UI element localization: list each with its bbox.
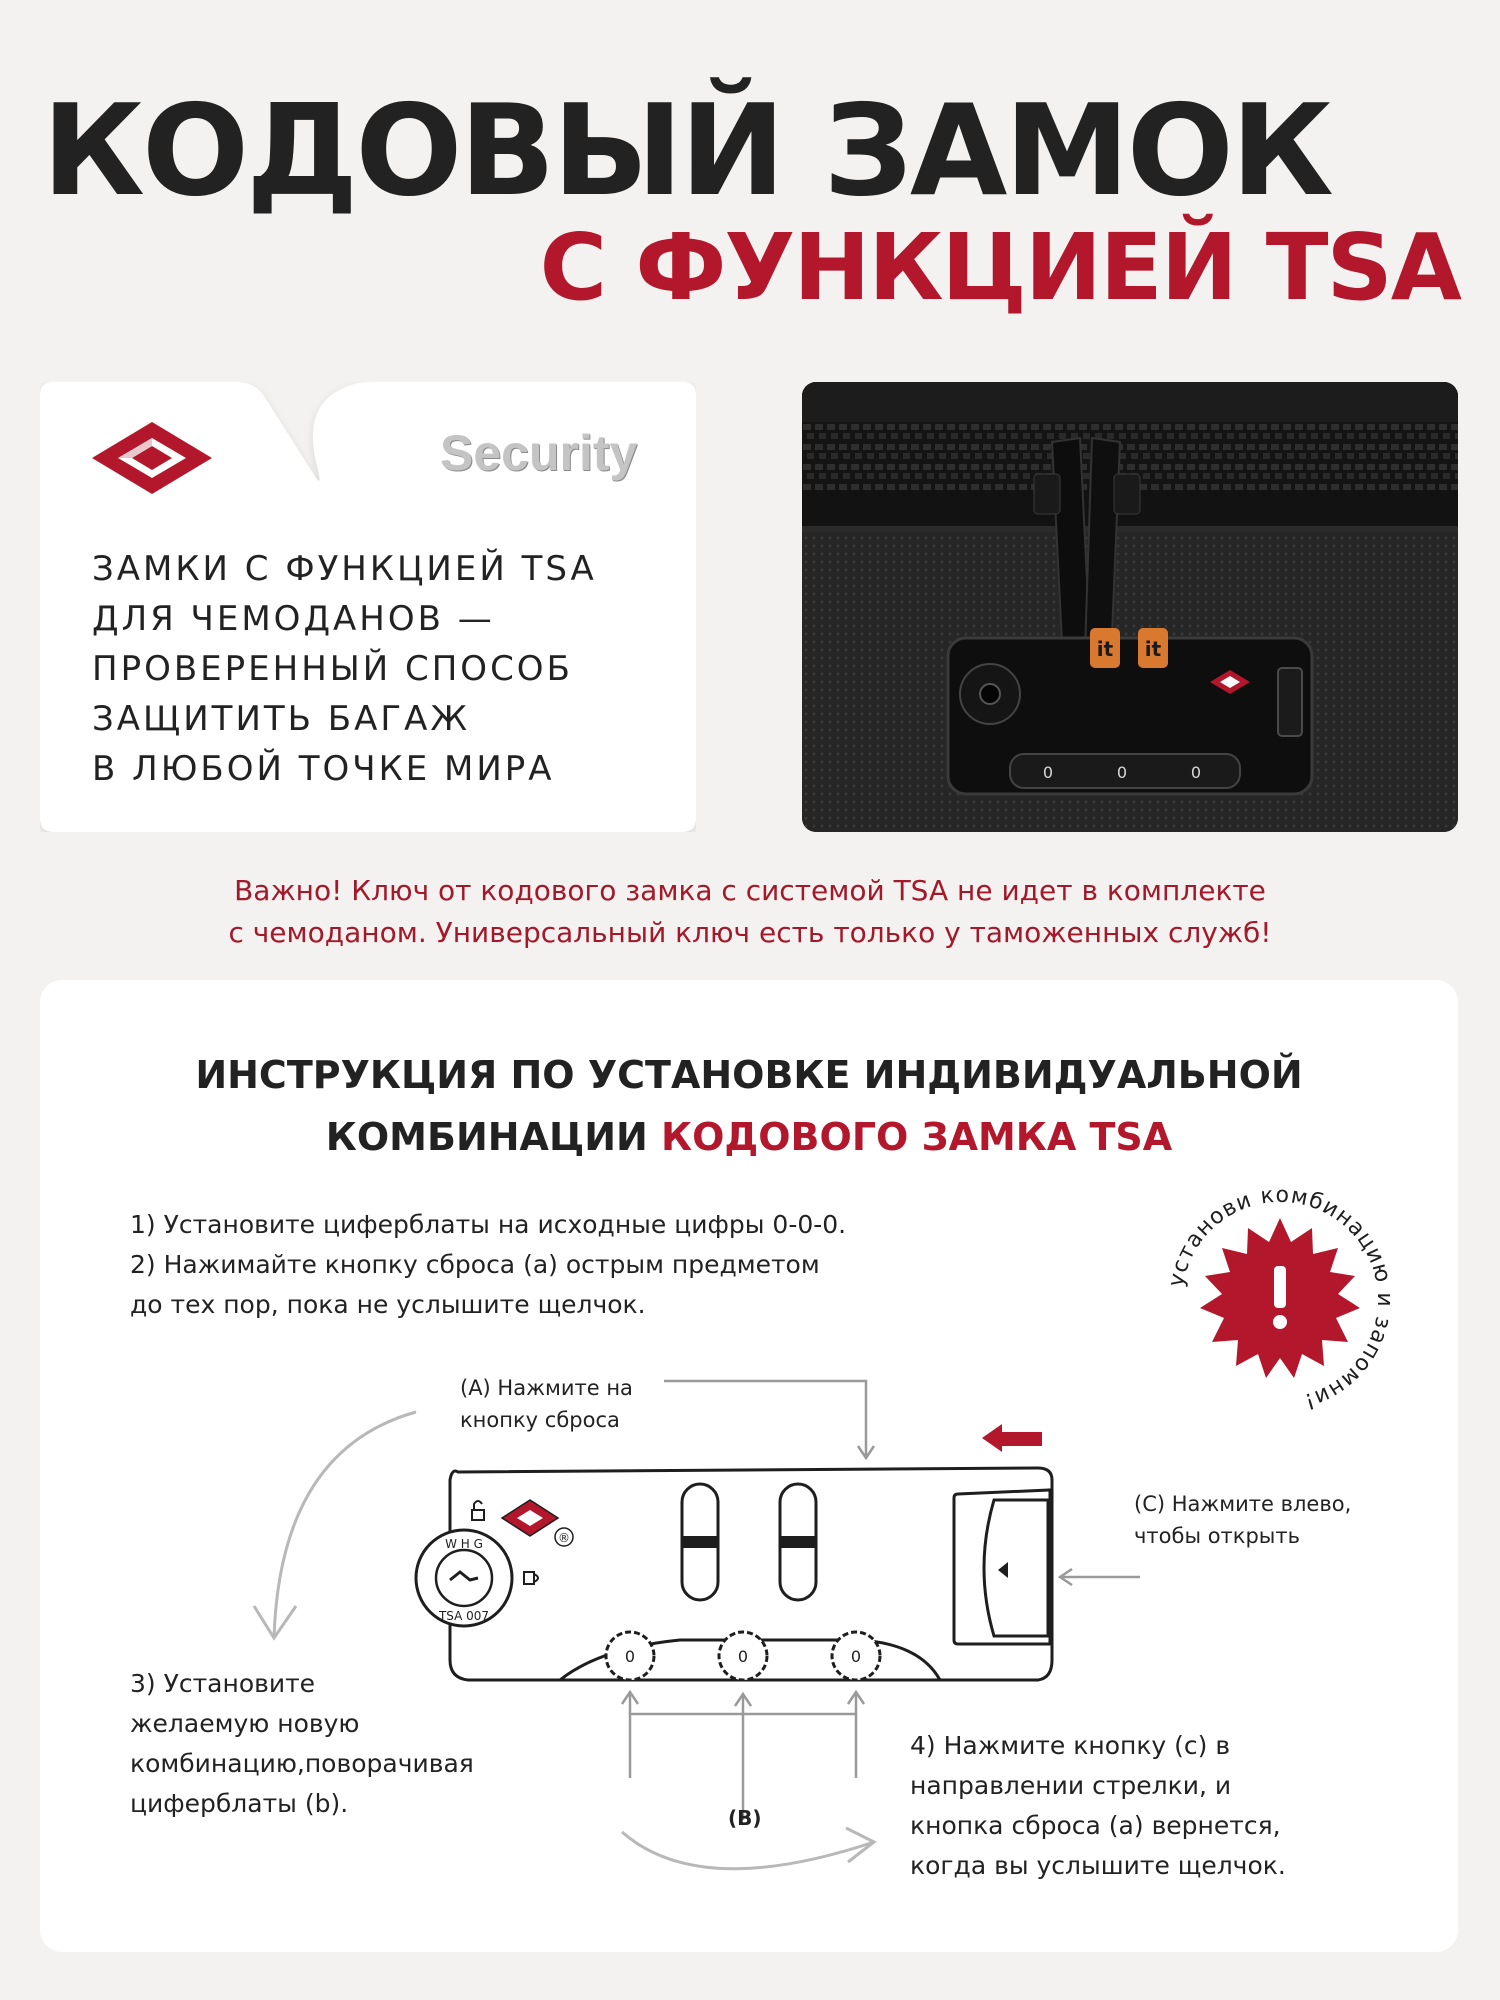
label-c-line: чтобы открыть [1134,1524,1300,1548]
security-description [92,544,672,794]
lock-text-bottom: TSA 007 [438,1609,490,1623]
label-a [460,1372,633,1436]
instruction-heading-black: КОМБИНАЦИИ [325,1115,662,1159]
label-a-line: (А) Нажмите на [460,1376,633,1400]
photo-dial: 0 [1116,763,1128,782]
security-card [40,382,696,832]
tsa-logo-icon [90,420,214,496]
step-line: 4) Нажмите кнопку (с) в [910,1731,1231,1760]
registered-mark: ® [558,1531,570,1545]
page-subtitle: С ФУНКЦИЕЙ TSA [539,214,1460,321]
security-line: В ЛЮБОЙ ТОЧКЕ МИРА [92,749,555,789]
instruction-panel [40,980,1458,1952]
security-line: ПРОВЕРЕННЫЙ СПОСОБ [92,649,573,689]
step-line: направлении стрелки, и [910,1771,1232,1800]
label-c-line: (С) Нажмите влево, [1134,1492,1352,1516]
instruction-heading-line: ИНСТРУКЦИЯ ПО УСТАНОВКЕ ИНДИВИДУАЛЬНОЙ [195,1053,1303,1097]
stamp-text: установи комбинацию и запомни! [1163,1182,1398,1414]
step-line: комбинацию,поворачивая [130,1749,474,1778]
step-3 [130,1664,474,1824]
lock-photo-illustration [802,382,1458,832]
label-b: (B) [728,1806,762,1830]
step-line: когда вы услышите щелчок. [910,1851,1286,1880]
photo-dial: 0 [1190,763,1202,782]
label-a-line: кнопку сброса [460,1408,620,1432]
security-badge-text: Security [440,425,638,481]
security-line: ЗАМКИ С ФУНКЦИЕЙ TSA [92,549,597,589]
lock-photo [802,382,1458,832]
warning-line: Важно! Ключ от кодового замка с системой TSA не идет в комплекте [234,874,1266,907]
zipper-tag-left: it [1096,637,1114,661]
instruction-heading-red: КОДОВОГО ЗАМКА TSA [661,1115,1173,1159]
warning-line: с чемоданом. Универсальный ключ есть только у таможенных служб! [228,916,1272,949]
step-line: до тех пор, пока не услышите щелчок. [130,1290,646,1319]
lock-dial: 0 [850,1647,862,1666]
lock-text-top: W H G [445,1537,483,1551]
lock-dial: 0 [624,1647,636,1666]
zipper-tag-right: it [1144,637,1162,661]
warning-note [0,870,1500,954]
step-4 [910,1726,1286,1886]
lock-dial: 0 [737,1647,749,1666]
step-line: желаемую новую [130,1709,360,1738]
step-line: 1) Установите циферблаты на исходные цифры 0-0-0. [130,1210,847,1239]
step-line: кнопка сброса (а) вернется, [910,1811,1281,1840]
step-line: циферблаты (b). [130,1789,349,1818]
label-c [1134,1488,1351,1552]
photo-dial: 0 [1042,763,1054,782]
security-line: ЗАЩИТИТЬ БАГАЖ [92,699,470,739]
page-title: КОДОВЫЙ ЗАМОК [42,77,1331,224]
security-line: ДЛЯ ЧЕМОДАНОВ — [92,599,495,639]
step-line: 2) Нажимайте кнопку сброса (а) острым предметом [130,1250,820,1279]
step-line: 3) Установите [130,1669,316,1698]
